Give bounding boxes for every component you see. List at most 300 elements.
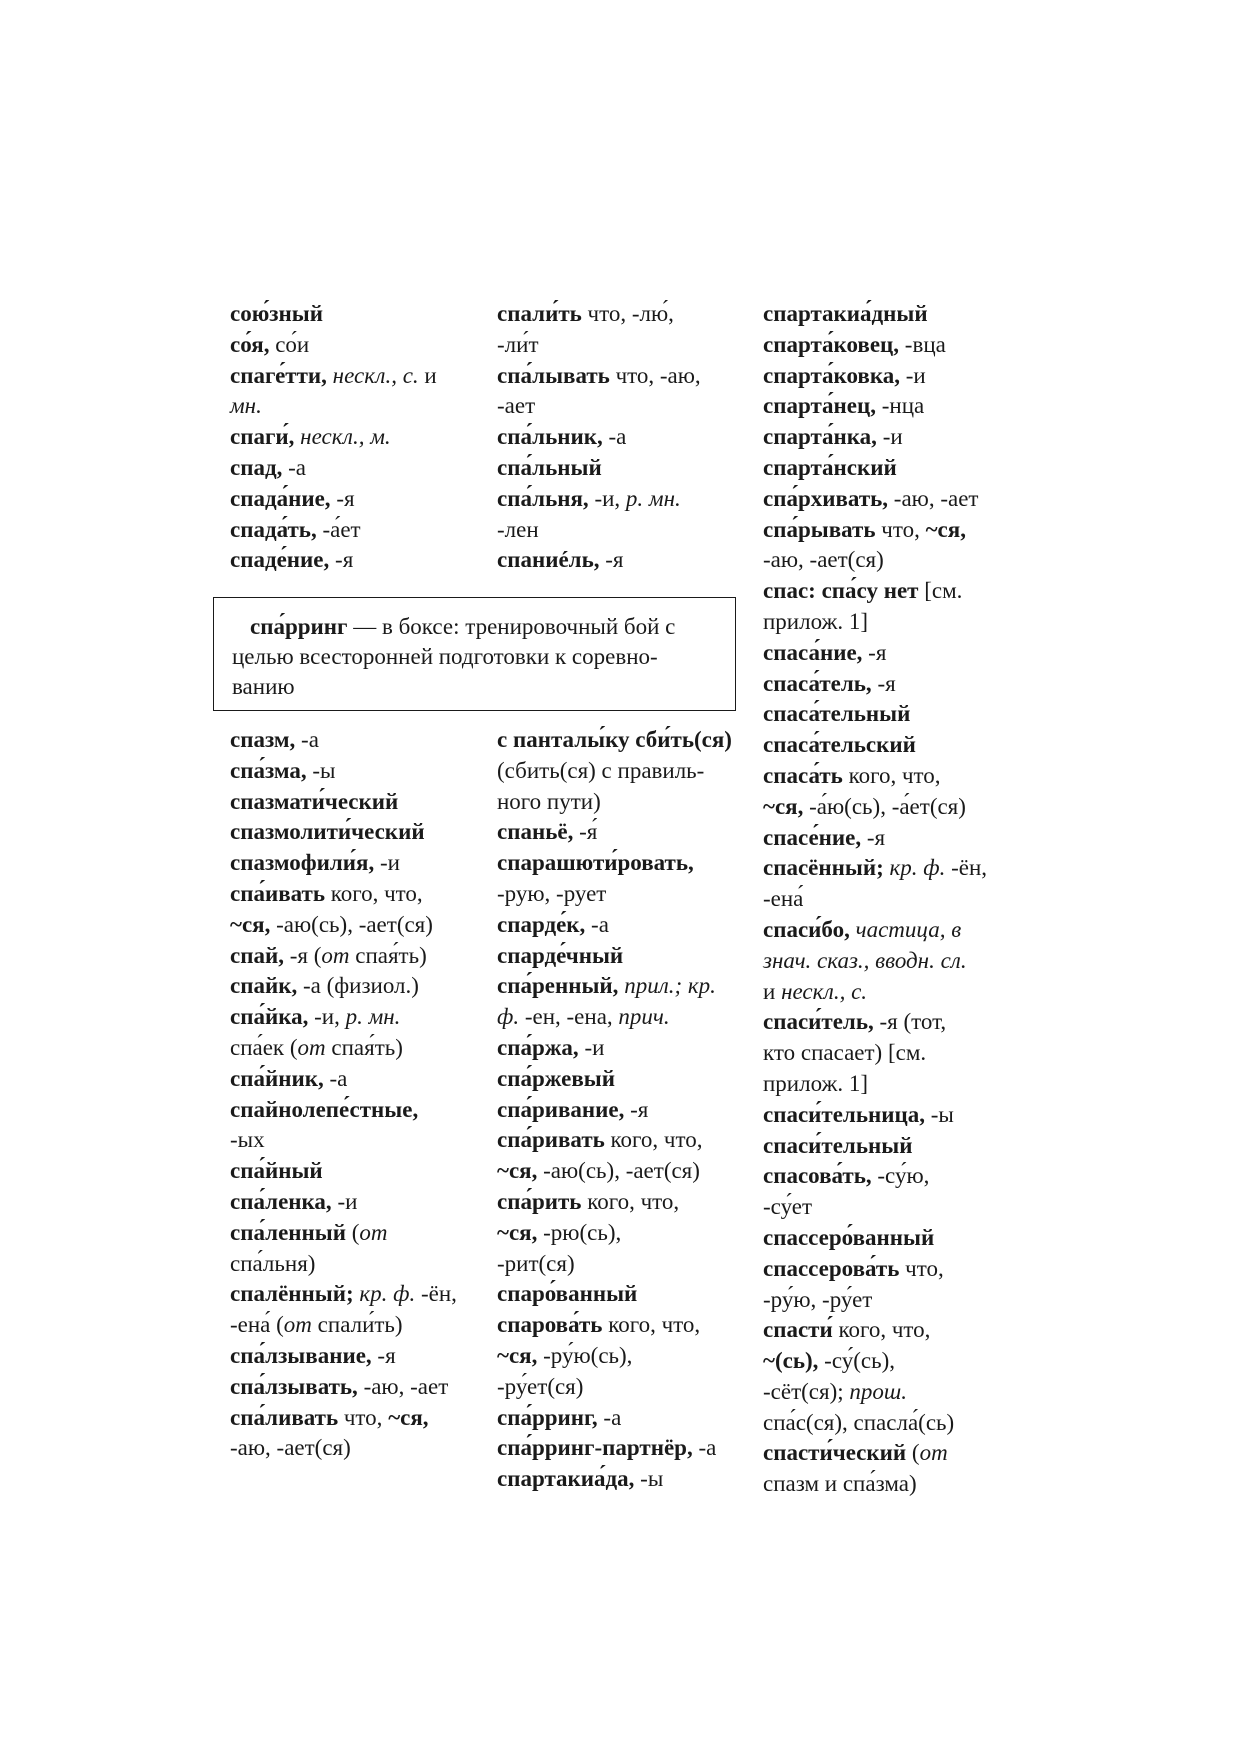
entry-line xyxy=(230,1218,457,1249)
headword: ~ся, xyxy=(497,1158,538,1184)
headword: спассерова́ть xyxy=(763,1255,900,1281)
entry-text: -су́ю, xyxy=(871,1163,930,1189)
headword: спарта́нский xyxy=(763,454,897,480)
entry-line xyxy=(497,971,732,1002)
entry-text: -а xyxy=(282,454,306,480)
entry-text: -а xyxy=(295,727,319,752)
entry-line xyxy=(763,853,987,884)
headword: спаро́ванный xyxy=(497,1281,638,1307)
entry-text: -я xyxy=(599,547,624,573)
headword: спаса́тельский xyxy=(763,732,916,758)
entry-text: -аю, -ает(ся) xyxy=(230,1435,351,1461)
column-1-bottom xyxy=(230,725,457,1464)
entry-text: -нца xyxy=(876,393,925,419)
grammar-note: ф. xyxy=(497,1004,520,1030)
entry-line xyxy=(230,1095,457,1126)
headword: спарта́ковка, xyxy=(763,362,900,388)
entry-line xyxy=(763,1285,987,1316)
headword: спаги́, xyxy=(230,424,295,450)
grammar-note: частица, в xyxy=(849,916,962,942)
entry-line xyxy=(230,1064,457,1095)
headword: спа́ржа, xyxy=(497,1034,579,1060)
entry-line xyxy=(497,1125,732,1156)
entry-line xyxy=(763,422,987,453)
entry-text: -рит(ся) xyxy=(497,1250,575,1276)
entry-line xyxy=(763,884,987,915)
headword: ~ся, xyxy=(388,1404,429,1430)
entry-text: и xyxy=(763,978,782,1004)
headword: спарде́чный xyxy=(497,942,624,968)
headword: спаге́тти, xyxy=(230,362,327,388)
headword: спартакиа́да, xyxy=(497,1466,635,1492)
entry-line xyxy=(763,638,987,669)
entry-text: -а xyxy=(692,1435,717,1461)
entry-text: прилож. 1] xyxy=(763,1070,869,1096)
entry-text: со́и xyxy=(269,331,310,357)
entry-text: прилож. 1] xyxy=(763,608,869,634)
entry-line xyxy=(497,941,732,972)
headword: спа́ливать xyxy=(230,1404,339,1430)
entry-line xyxy=(497,453,701,484)
headword: спали́ть xyxy=(497,301,582,326)
entry-line xyxy=(763,361,987,392)
entry-text: -ы xyxy=(925,1101,954,1127)
headword: спа́зма, xyxy=(230,757,307,783)
headword: спарта́нка, xyxy=(763,424,877,450)
entry-text: и xyxy=(418,362,437,388)
entry-text: -ли́т xyxy=(497,331,539,357)
headword: спазмолити́ческий xyxy=(230,819,425,845)
headword: спа́рринг, xyxy=(497,1404,598,1430)
entry-line xyxy=(230,1187,457,1218)
entry-text: что, -лю́, xyxy=(581,301,674,326)
entry-text: что, xyxy=(899,1255,944,1281)
headword: спасе́ние, xyxy=(763,824,862,850)
entry-text: кого, что, xyxy=(581,1188,680,1214)
headword: спа́ивать xyxy=(230,880,325,906)
grammar-note: р. мн. xyxy=(345,1004,401,1030)
entry-line xyxy=(497,545,701,576)
entry-line xyxy=(230,1033,457,1064)
headword: спа́рринг-партнёр, xyxy=(497,1435,693,1461)
entry-text: -аю(сь), -ает(ся) xyxy=(270,911,433,937)
entry-text: кого, что, xyxy=(842,762,941,788)
entry-line xyxy=(763,946,987,977)
entry-text: -я xyxy=(329,547,354,573)
entry-text: -аю, -ает xyxy=(357,1373,449,1399)
headword: спа́льный xyxy=(497,454,602,480)
headword: спасённый; xyxy=(763,855,884,881)
entry-text: -вца xyxy=(899,331,946,357)
grammar-note: р. мн. xyxy=(625,485,681,511)
headword: спа́льник, xyxy=(497,424,603,450)
entry-line xyxy=(230,453,437,484)
entry-text: -я xyxy=(330,485,355,511)
entry-line xyxy=(230,515,437,546)
entry-line xyxy=(230,1372,457,1403)
headword: спа́лзывать, xyxy=(230,1373,358,1399)
entry-text: спая́ть) xyxy=(349,942,427,968)
entry-line xyxy=(763,391,987,422)
entry-text: -су́(сь), xyxy=(818,1348,895,1374)
headword: ~ся, xyxy=(497,1219,538,1245)
headword: ~(сь), xyxy=(763,1348,819,1374)
entry-line xyxy=(763,730,987,761)
grammar-note: кр. ф. xyxy=(353,1281,416,1307)
entry-text: -и xyxy=(578,1034,605,1060)
entry-text: [см. xyxy=(918,578,963,604)
headword: спазм, xyxy=(230,727,296,752)
entry-text: -и xyxy=(331,1188,358,1214)
note-line-2: целью всесторонней подготовки к соревно- xyxy=(232,644,658,669)
entry-text: -ает xyxy=(497,393,536,419)
entry-line xyxy=(230,361,437,392)
entry-line xyxy=(497,756,732,787)
entry-text: -я (тот, xyxy=(873,1009,947,1035)
entry-text: -ён, xyxy=(945,855,988,881)
entry-line xyxy=(763,545,987,576)
headword: спазмати́ческий xyxy=(230,788,399,814)
entry-line xyxy=(763,1346,987,1377)
entry-text: -сёт(ся); xyxy=(763,1378,850,1404)
entry-text: ( xyxy=(346,1219,360,1245)
headword: спарашюти́ровать, xyxy=(497,850,694,876)
entry-text: кто спасает) [см. xyxy=(763,1040,927,1066)
headword: спасти́ческий xyxy=(763,1440,907,1466)
note-text: — в боксе: тренировочный бой с xyxy=(347,614,676,639)
entry-line xyxy=(497,361,701,392)
entry-text: -рую, -рует xyxy=(497,880,607,906)
entry-line xyxy=(497,1218,732,1249)
entry-text: спа́ек ( xyxy=(230,1034,298,1060)
entry-line xyxy=(497,787,732,818)
definition-note-box xyxy=(213,597,736,711)
grammar-note: нескл., с. xyxy=(781,978,868,1004)
entry-text: (сбить(ся) с правиль- xyxy=(497,757,705,783)
entry-line xyxy=(763,1469,987,1500)
entry-line xyxy=(497,515,701,546)
entry-line xyxy=(763,453,987,484)
entry-text: кого, что, xyxy=(832,1317,931,1343)
headword: спассеро́ванный xyxy=(763,1224,935,1250)
entry-text: -аю, -ает(ся) xyxy=(763,547,884,573)
entry-line xyxy=(763,669,987,700)
headword: спа́рывать xyxy=(763,516,876,542)
grammar-note: знач. сказ., вводн. сл. xyxy=(763,947,967,973)
entry-line xyxy=(230,545,437,576)
entry-text: -ы xyxy=(306,757,336,783)
headword: спарова́ть xyxy=(497,1312,603,1338)
entry-text: -я ( xyxy=(283,942,322,968)
entry-line xyxy=(763,699,987,730)
entry-text: -ых xyxy=(230,1127,265,1153)
entry-line xyxy=(763,515,987,546)
headword: спаси́бо, xyxy=(763,916,850,942)
entry-line xyxy=(763,1315,987,1346)
entry-text: ( xyxy=(906,1440,920,1466)
entry-text: -аю(сь), -ает(ся) xyxy=(537,1158,700,1184)
entry-line xyxy=(497,817,732,848)
entry-line xyxy=(497,879,732,910)
headword: спа́ривание, xyxy=(497,1096,625,1122)
entry-line xyxy=(230,1310,457,1341)
entry-line xyxy=(763,1377,987,1408)
entry-line xyxy=(763,977,987,1008)
entry-text: -ён, xyxy=(415,1281,457,1307)
entry-line xyxy=(763,299,987,330)
entry-line xyxy=(230,1403,457,1434)
entry-text: кого, что, xyxy=(325,880,423,906)
headword: спада́ть, xyxy=(230,516,317,542)
entry-line xyxy=(230,1433,457,1464)
entry-text: спая́ть) xyxy=(325,1034,403,1060)
grammar-note: прош. xyxy=(849,1378,907,1404)
headword: спаса́ть xyxy=(763,762,843,788)
entry-text: -я xyxy=(371,1342,396,1368)
entry-line xyxy=(497,1310,732,1341)
entry-text: -аю, -ает xyxy=(888,485,979,511)
headword: спа́ленный xyxy=(230,1219,346,1245)
entry-text: что, xyxy=(338,1404,389,1430)
entry-text: -ена́ xyxy=(763,886,804,912)
entry-text: -а xyxy=(323,1065,348,1091)
entry-text: -я xyxy=(862,639,887,665)
entry-line xyxy=(763,484,987,515)
entry-text: -а xyxy=(597,1404,622,1430)
entry-text: -ен, -ена, xyxy=(519,1004,619,1030)
column-1-top xyxy=(230,299,437,576)
headword: спасова́ть, xyxy=(763,1163,872,1189)
column-3 xyxy=(763,299,987,1500)
headword: ~ся, xyxy=(925,516,966,542)
entry-line xyxy=(497,1187,732,1218)
entry-line xyxy=(230,848,457,879)
grammar-note: нескл., с. xyxy=(326,362,419,388)
grammar-note: нескл., м. xyxy=(294,424,391,450)
entry-line xyxy=(497,1403,732,1434)
grammar-note: от xyxy=(297,1034,326,1060)
entry-text: ного пути) xyxy=(497,788,601,814)
headword: спартакиа́дный xyxy=(763,301,928,326)
headword: спас: спа́су нет xyxy=(763,578,919,604)
headword: спаси́тель, xyxy=(763,1009,874,1035)
entry-line xyxy=(763,1161,987,1192)
entry-text: спали́ть) xyxy=(311,1312,403,1338)
headword: спа́ренный, xyxy=(497,973,619,999)
entry-text: -а xyxy=(602,424,627,450)
entry-line xyxy=(763,1223,987,1254)
entry-text: -рю(сь), xyxy=(537,1219,622,1245)
grammar-note: мн. xyxy=(230,393,262,419)
headword: спаси́тельница, xyxy=(763,1101,925,1127)
headword: спа́йник, xyxy=(230,1065,324,1091)
entry-line xyxy=(230,817,457,848)
headword: спарта́нец, xyxy=(763,393,876,419)
entry-text: спа́с(ся), спасла́(сь) xyxy=(763,1409,955,1435)
entry-line xyxy=(497,1464,732,1495)
headword: спарде́к, xyxy=(497,911,586,937)
entry-text: -ру́ю, -ру́ет xyxy=(763,1286,873,1312)
entry-line xyxy=(497,484,701,515)
entry-text: -я xyxy=(871,670,896,696)
headword: спайнолепе́стные, xyxy=(230,1096,419,1122)
entry-text: -я́ xyxy=(573,819,598,845)
entry-text: -я xyxy=(624,1096,649,1122)
entry-text: -ру́ю(сь), xyxy=(537,1342,633,1368)
entry-text: кого, что, xyxy=(604,1127,703,1153)
entry-text: -и, xyxy=(588,485,626,511)
note-term: спа́рринг xyxy=(250,614,348,639)
entry-text: -а́ю(сь), -а́ет(ся) xyxy=(803,793,966,819)
headword: спада́ние, xyxy=(230,485,331,511)
headword: спазмофили́я, xyxy=(230,850,375,876)
grammar-note: от xyxy=(919,1440,948,1466)
headword: спад, xyxy=(230,454,283,480)
headword: ~ся, xyxy=(763,793,804,819)
entry-line xyxy=(497,1279,732,1310)
headword: спа́йный xyxy=(230,1158,323,1184)
headword: сою́зный xyxy=(230,301,323,326)
headword: спаниéль, xyxy=(497,547,600,573)
note-line-3: ванию xyxy=(232,674,295,699)
entry-text: -лен xyxy=(497,516,539,542)
column-2-bottom xyxy=(497,725,732,1495)
entry-line xyxy=(497,1002,732,1033)
entry-line xyxy=(763,761,987,792)
entry-line xyxy=(763,1408,987,1439)
entry-text: -ру́ет(ся) xyxy=(497,1373,584,1399)
entry-line xyxy=(497,391,701,422)
entry-line xyxy=(763,330,987,361)
headword: спаса́ние, xyxy=(763,639,863,665)
entry-line xyxy=(497,848,732,879)
entry-text: -и xyxy=(876,424,903,450)
entry-text: спазм и спа́зма) xyxy=(763,1471,917,1497)
entry-line xyxy=(230,1249,457,1280)
entry-line xyxy=(230,299,437,330)
entry-line xyxy=(230,1341,457,1372)
entry-line xyxy=(230,1125,457,1156)
grammar-note: от xyxy=(283,1312,312,1338)
entry-line xyxy=(497,910,732,941)
entry-line xyxy=(497,1156,732,1187)
entry-line xyxy=(230,725,457,756)
entry-line xyxy=(230,756,457,787)
entry-line xyxy=(497,1033,732,1064)
entry-line xyxy=(763,1069,987,1100)
entry-line xyxy=(230,971,457,1002)
headword: спаси́тельный xyxy=(763,1132,913,1158)
entry-text: -ы xyxy=(634,1466,664,1492)
entry-text: -и xyxy=(374,850,400,876)
entry-line xyxy=(763,607,987,638)
entry-line xyxy=(230,484,437,515)
headword: спа́льня, xyxy=(497,485,589,511)
entry-line xyxy=(763,1100,987,1131)
entry-line xyxy=(763,576,987,607)
headword: спа́рхивать, xyxy=(763,485,889,511)
entry-line xyxy=(497,1341,732,1372)
entry-line xyxy=(763,1192,987,1223)
entry-line xyxy=(763,823,987,854)
entry-line xyxy=(497,1095,732,1126)
entry-line xyxy=(497,1433,732,1464)
headword: спа́лывать xyxy=(497,362,610,388)
entry-line xyxy=(763,1131,987,1162)
entry-line xyxy=(763,1038,987,1069)
headword: ~ся, xyxy=(230,911,271,937)
entry-line xyxy=(497,299,701,330)
headword: спаде́ние, xyxy=(230,547,330,573)
entry-line xyxy=(763,1438,987,1469)
entry-text: -су́ет xyxy=(763,1194,813,1220)
grammar-note: от xyxy=(359,1219,388,1245)
entry-line xyxy=(230,787,457,818)
entry-line xyxy=(230,1002,457,1033)
headword: ~ся, xyxy=(497,1342,538,1368)
entry-line xyxy=(230,330,437,361)
entry-line xyxy=(497,1249,732,1280)
entry-text: -и xyxy=(899,362,926,388)
entry-line xyxy=(763,1007,987,1038)
entry-line xyxy=(497,1064,732,1095)
entry-line xyxy=(497,422,701,453)
entry-text: -и, xyxy=(308,1004,346,1030)
headword: спасти́ xyxy=(763,1317,833,1343)
entry-line xyxy=(497,1372,732,1403)
headword: спа́ржевый xyxy=(497,1065,615,1091)
entry-text: спа́льня) xyxy=(230,1250,316,1276)
entry-text: что, xyxy=(875,516,926,542)
headword: спайк, xyxy=(230,973,298,999)
entry-line xyxy=(763,1254,987,1285)
entry-text: кого, что, xyxy=(602,1312,701,1338)
grammar-note: прил.; xyxy=(618,973,683,999)
entry-text: -а (физиол.) xyxy=(297,973,419,999)
headword: спа́ленка, xyxy=(230,1188,332,1214)
entry-line xyxy=(763,915,987,946)
headword: спа́лзывание, xyxy=(230,1342,372,1368)
headword: со́я, xyxy=(230,331,270,357)
grammar-note: кр. xyxy=(682,973,716,999)
headword: спа́рить xyxy=(497,1188,582,1214)
entry-text: -ена́ ( xyxy=(230,1312,284,1338)
grammar-note: от xyxy=(321,942,350,968)
headword: спа́йка, xyxy=(230,1004,309,1030)
entry-line xyxy=(497,330,701,361)
headword: спаса́тель, xyxy=(763,670,872,696)
grammar-note: прич. xyxy=(618,1004,670,1030)
headword: с панталы́ку сби́ть(ся) xyxy=(497,727,732,752)
entry-line xyxy=(230,391,437,422)
entry-text: -а́ет xyxy=(316,516,361,542)
headword: спа́ривать xyxy=(497,1127,605,1153)
headword: спалённый; xyxy=(230,1281,354,1307)
grammar-note: кр. ф. xyxy=(883,855,946,881)
headword: спарта́ковец, xyxy=(763,331,900,357)
entry-line xyxy=(230,422,437,453)
headword: спай, xyxy=(230,942,284,968)
entry-line xyxy=(497,725,732,756)
headword: спаса́тельный xyxy=(763,701,911,727)
entry-text: -я xyxy=(861,824,886,850)
entry-line xyxy=(763,792,987,823)
column-2-top xyxy=(497,299,701,576)
entry-line xyxy=(230,1156,457,1187)
entry-line xyxy=(230,879,457,910)
headword: спаньё, xyxy=(497,819,574,845)
entry-line xyxy=(230,941,457,972)
